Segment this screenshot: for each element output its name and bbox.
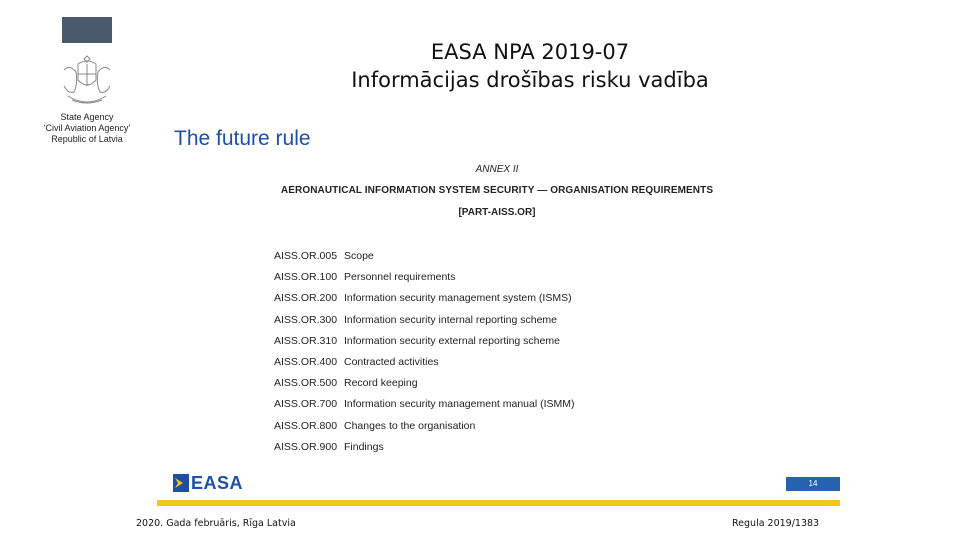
easa-arrow-icon bbox=[173, 474, 189, 492]
rule-code: AISS.OR.900 bbox=[274, 440, 338, 453]
rule-label: Changes to the organisation bbox=[344, 419, 476, 432]
list-item bbox=[274, 313, 575, 334]
agency-line: Republic of Latvia bbox=[51, 134, 123, 144]
list-item bbox=[274, 397, 575, 418]
rule-code: AISS.OR.500 bbox=[274, 377, 338, 390]
rule-label: Information security management manual (ISMM) bbox=[344, 398, 575, 411]
rule-code: AISS.OR.300 bbox=[274, 313, 338, 326]
rule-label: Information security management system (ISMS) bbox=[344, 292, 572, 305]
slide-heading: The future rule bbox=[174, 127, 311, 150]
list-item bbox=[274, 249, 575, 270]
title-line-1: EASA NPA 2019-07 bbox=[430, 40, 630, 64]
list-item bbox=[274, 291, 575, 312]
rules-list bbox=[274, 249, 575, 461]
title-line-2: Informācijas drošības risku vadība bbox=[351, 68, 709, 92]
annex-part: [PART-AISS.OR] bbox=[458, 207, 536, 218]
rule-label: Information security external reporting scheme bbox=[344, 334, 560, 347]
list-item bbox=[274, 440, 575, 461]
footer-regulation: Regula 2019/1383 bbox=[732, 518, 820, 529]
agency-logo-bar bbox=[62, 17, 112, 43]
rule-code: AISS.OR.800 bbox=[274, 419, 338, 432]
latvia-coat-of-arms-icon bbox=[56, 50, 118, 110]
rule-label: Information security internal reporting scheme bbox=[344, 313, 558, 326]
rule-code: AISS.OR.100 bbox=[274, 271, 338, 284]
page-number: 14 bbox=[786, 477, 840, 491]
rule-code: AISS.OR.005 bbox=[274, 250, 338, 262]
rule-code: AISS.OR.310 bbox=[274, 334, 338, 347]
agency-line: State Agency bbox=[60, 112, 114, 122]
divider bbox=[157, 500, 840, 506]
list-item bbox=[274, 376, 575, 397]
page-title bbox=[240, 38, 820, 94]
rule-label: Findings bbox=[344, 440, 384, 453]
easa-logo-text: EASA bbox=[191, 472, 244, 493]
rule-code: AISS.OR.200 bbox=[274, 292, 338, 305]
footer-date: 2020. Gada februāris, Rīga Latvia bbox=[136, 518, 296, 529]
rule-code: AISS.OR.400 bbox=[274, 355, 338, 368]
easa-logo bbox=[173, 473, 243, 493]
rule-label: Personnel requirements bbox=[344, 271, 456, 284]
annex-title: AERONAUTICAL INFORMATION SYSTEM SECURITY — ORGANISATION REQUIREMENTS bbox=[280, 185, 714, 196]
list-item bbox=[274, 270, 575, 291]
agency-name bbox=[30, 112, 144, 145]
rule-code: AISS.OR.700 bbox=[274, 398, 338, 411]
annex-label: ANNEX II bbox=[475, 164, 519, 175]
list-item bbox=[274, 334, 575, 355]
list-item bbox=[274, 355, 575, 376]
rule-label: Contracted activities bbox=[344, 355, 439, 368]
list-item bbox=[274, 419, 575, 440]
rule-label: Record keeping bbox=[344, 377, 418, 390]
agency-line: ‘Civil Aviation Agency’ bbox=[43, 123, 131, 133]
rule-label: Scope bbox=[344, 250, 374, 262]
